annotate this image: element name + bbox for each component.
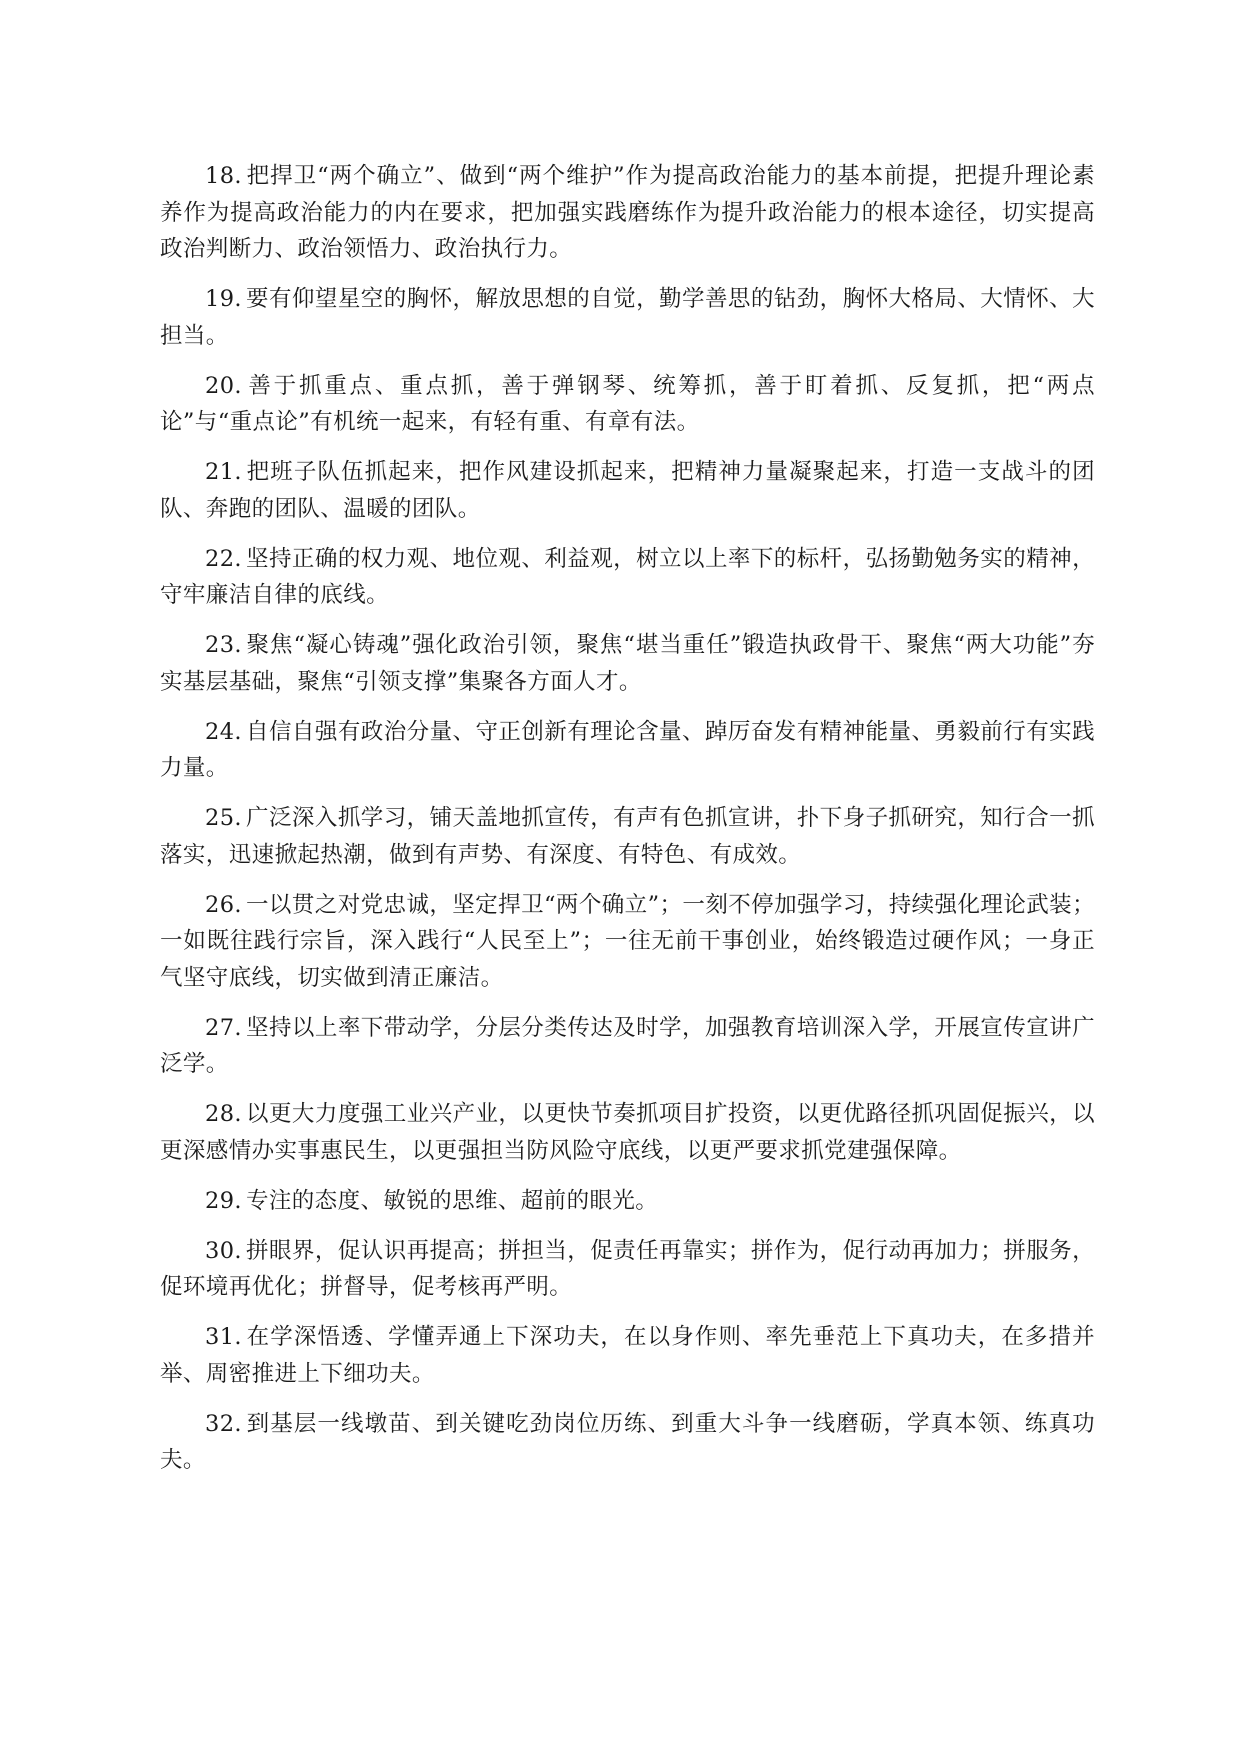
paragraph-text: 专注的态度、敏锐的思维、超前的眼光。 <box>245 1187 659 1214</box>
paragraph-text: 坚持正确的权力观、地位观、利益观，树立以上率下的标杆，弘扬勤勉务实的精神，守牢廉洁自律的底线。 <box>160 545 1095 608</box>
paragraph-number: 22. <box>205 545 242 572</box>
paragraph-text: 拼眼界，促认识再提高；拼担当，促责任再靠实；拼作为，促行动再加力；拼服务，促环境再优化；拼督导，促考核再严明。 <box>160 1237 1095 1300</box>
paragraph-number: 30. <box>205 1237 242 1264</box>
paragraph-text: 自信自强有政治分量、守正创新有理论含量、踔厉奋发有精神能量、勇毅前行有实践力量。 <box>160 718 1095 781</box>
paragraph-text: 以更大力度强工业兴产业，以更快节奏抓项目扩投资，以更优路径抓巩固促振兴，以更深感情办实事惠民生，以更强担当防风险守底线，以更严要求抓党建强保障。 <box>160 1101 1095 1164</box>
paragraph-text: 坚持以上率下带动学，分层分类传达及时学，加强教育培训深入学，开展宣传宣讲广泛学。 <box>160 1014 1095 1077</box>
paragraph-item <box>160 281 1095 354</box>
paragraph-number: 20. <box>205 372 242 399</box>
paragraph-item <box>160 800 1095 873</box>
paragraph-text: 要有仰望星空的胸怀，解放思想的自觉，勤学善思的钻劲，胸怀大格局、大情怀、大担当。 <box>160 286 1095 349</box>
paragraph-text: 把捍卫“两个确立”、做到“两个维护”作为提高政治能力的基本前提，把提升理论素养作为提高政治能力的内在要求，把加强实践磨练作为提升政治能力的根本途径，切实提高政治判断力、政治领悟力、政治执行力。 <box>160 163 1095 262</box>
paragraph-number: 31. <box>205 1324 242 1350</box>
paragraph-number: 28. <box>205 1101 242 1127</box>
paragraph-item <box>160 627 1095 700</box>
paragraph-item <box>160 1183 1095 1220</box>
paragraph-number: 18. <box>205 163 242 189</box>
paragraph-text: 一以贯之对党忠诚，坚定捍卫“两个确立”；一刻不停加强学习，持续强化理论武装；一如既往践行宗旨，深入践行“人民至上”；一往无前干事创业，始终锻造过硬作风；一身正气坚守底线，切实做到清正廉洁。 <box>160 891 1095 991</box>
paragraph-number: 25. <box>205 805 242 831</box>
paragraph-item <box>160 1233 1095 1306</box>
paragraph-number: 19. <box>205 286 242 312</box>
paragraph-number: 24. <box>205 718 242 745</box>
paragraph-number: 29. <box>205 1187 242 1214</box>
paragraph-text: 广泛深入抓学习，铺天盖地抓宣传，有声有色抓宣讲，扑下身子抓研究，知行合一抓落实，迅速掀起热潮，做到有声势、有深度、有特色、有成效。 <box>160 805 1095 868</box>
paragraph-item <box>160 1096 1095 1169</box>
paragraph-item <box>160 1010 1095 1083</box>
paragraph-item <box>160 454 1095 527</box>
paragraph-text: 在学深悟透、学懂弄通上下深功夫，在以身作则、率先垂范上下真功夫，在多措并举、周密推进上下细功夫。 <box>160 1324 1095 1387</box>
paragraph-item <box>160 714 1095 787</box>
paragraph-item <box>160 541 1095 614</box>
paragraph-number: 26. <box>205 891 242 918</box>
paragraph-item <box>160 368 1095 441</box>
paragraph-item <box>160 1319 1095 1392</box>
document-body <box>160 158 1095 1492</box>
paragraph-text: 聚焦“凝心铸魂”强化政治引领，聚焦“堪当重任”锻造执政骨干、聚焦“两大功能”夯实基层基础，聚焦“引领支撑”集聚各方面人才。 <box>160 632 1095 695</box>
paragraph-text: 到基层一线墩苗、到关键吃劲岗位历练、到重大斗争一线磨砺，学真本领、练真功夫。 <box>160 1410 1095 1473</box>
paragraph-text: 把班子队伍抓起来，把作风建设抓起来，把精神力量凝聚起来，打造一支战斗的团队、奔跑的团队、温暖的团队。 <box>160 459 1095 522</box>
paragraph-number: 32. <box>205 1410 242 1437</box>
paragraph-number: 23. <box>205 632 242 658</box>
paragraph-item <box>160 887 1095 997</box>
paragraph-item <box>160 1406 1095 1479</box>
paragraph-item <box>160 158 1095 268</box>
paragraph-text: 善于抓重点、重点抓，善于弹钢琴、统筹抓，善于盯着抓、反复抓，把“两点论”与“重点论”有机统一起来，有轻有重、有章有法。 <box>160 372 1095 435</box>
paragraph-number: 27. <box>205 1014 242 1041</box>
paragraph-number: 21. <box>205 459 242 485</box>
